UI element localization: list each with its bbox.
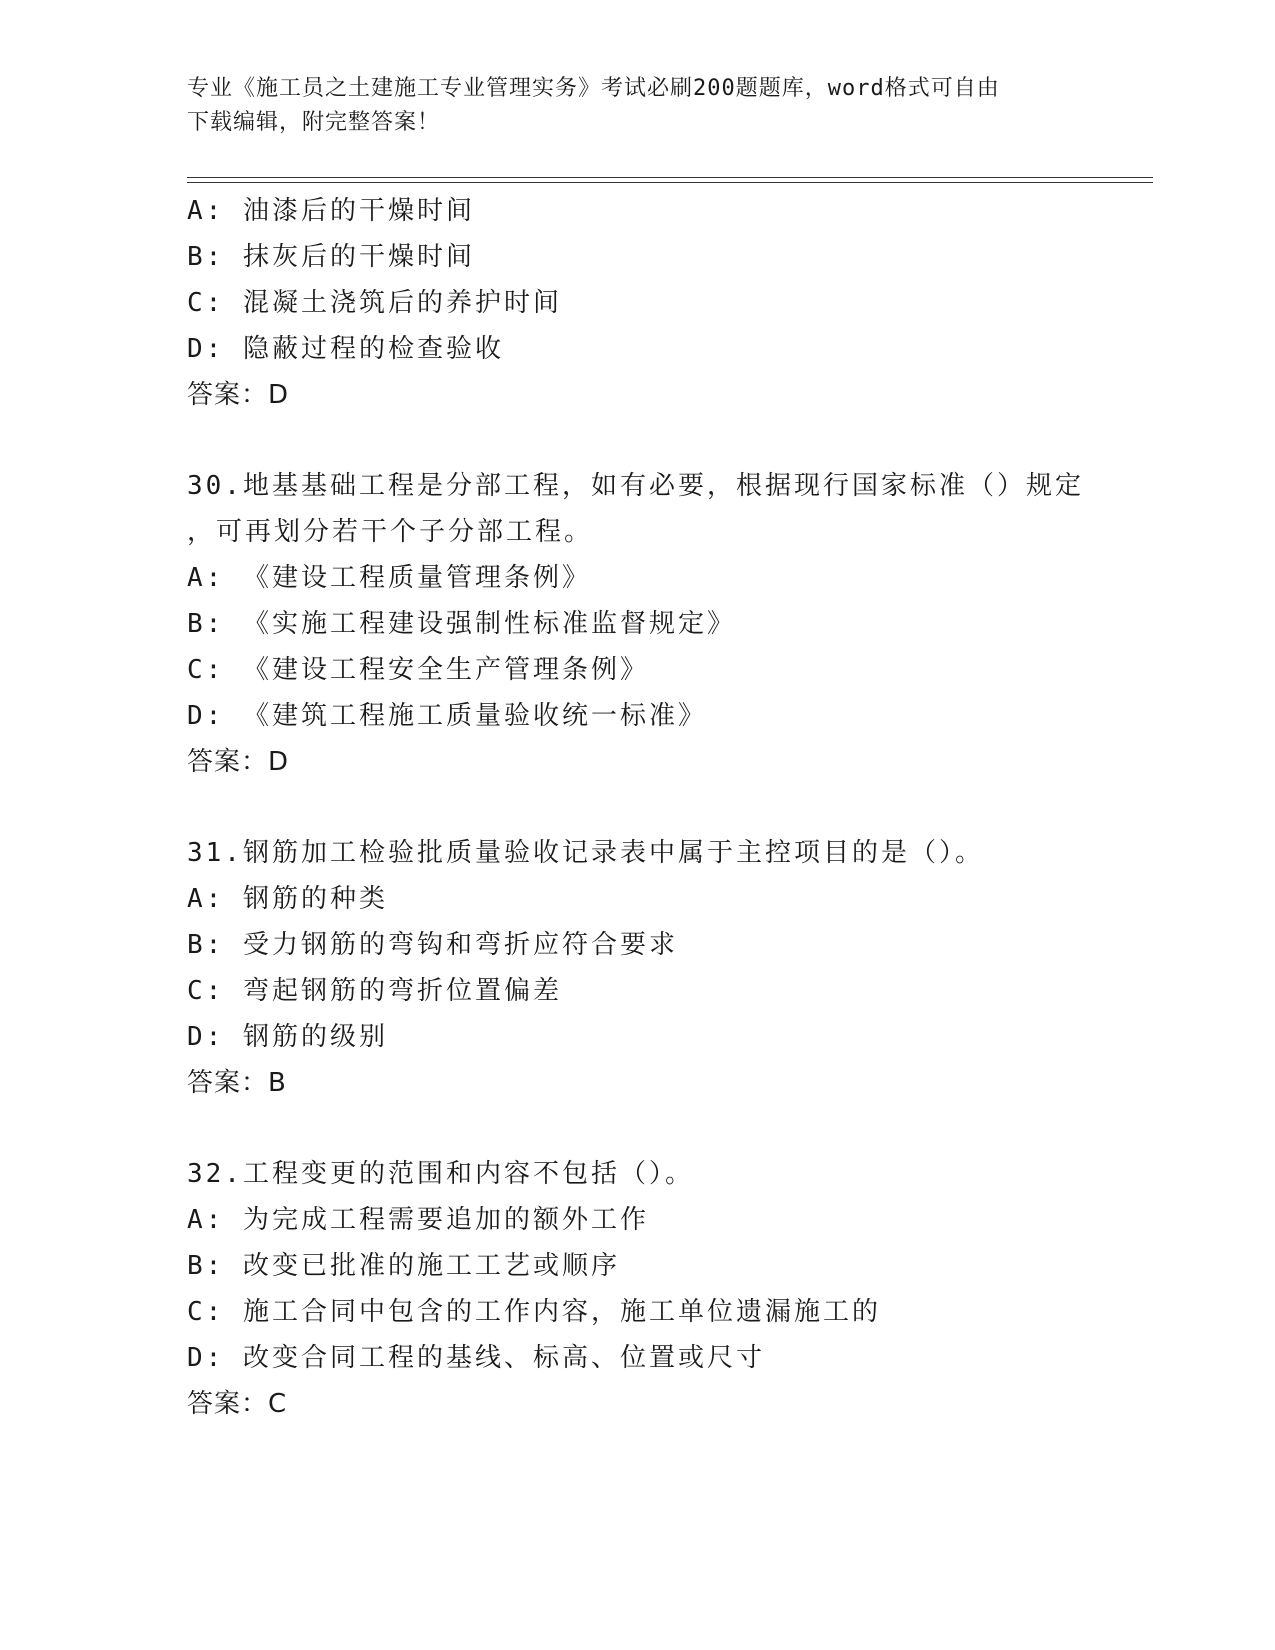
option-b: B: 改变已批准的施工工艺或顺序 — [187, 1251, 620, 1281]
option-a: A: 油漆后的干燥时间 — [187, 196, 475, 226]
option-a: A: 钢筋的种类 — [187, 884, 388, 914]
header-divider-top — [187, 177, 1153, 178]
question-29 — [187, 188, 1147, 418]
question-spacer — [187, 1106, 1147, 1151]
option-d: D: 隐蔽过程的检查验收 — [187, 334, 504, 364]
question-stem: 32.工程变更的范围和内容不包括（）。 — [187, 1159, 694, 1189]
question-list — [187, 188, 1147, 1427]
question-stem-continued: ，可再划分若干个子分部工程。 — [187, 517, 594, 547]
question-stem: 30.地基基础工程是分部工程，如有必要，根据现行国家标准（）规定 — [187, 471, 1084, 501]
option-b: B: 抹灰后的干燥时间 — [187, 242, 475, 272]
question-30 — [187, 463, 1147, 785]
answer-line: 答案：D — [187, 380, 290, 410]
document-header — [187, 72, 1087, 140]
option-a: A: 《建设工程质量管理条例》 — [187, 563, 591, 593]
option-c: C: 施工合同中包含的工作内容，施工单位遗漏施工的 — [187, 1297, 881, 1327]
question-spacer — [187, 418, 1147, 463]
option-d: D: 改变合同工程的基线、标高、位置或尺寸 — [187, 1343, 765, 1373]
option-c: C: 弯起钢筋的弯折位置偏差 — [187, 976, 562, 1006]
option-d: D: 《建筑工程施工质量验收统一标准》 — [187, 701, 707, 731]
option-d: D: 钢筋的级别 — [187, 1022, 388, 1052]
answer-line: 答案：C — [187, 1389, 288, 1419]
question-spacer — [187, 785, 1147, 830]
question-31 — [187, 830, 1147, 1106]
header-line-1: 专业《施工员之土建施工专业管理实务》考试必刷200题题库，word格式可自由 — [187, 76, 1000, 101]
question-stem: 31.钢筋加工检验批质量验收记录表中属于主控项目的是（）。 — [187, 838, 984, 868]
option-b: B: 受力钢筋的弯钩和弯折应符合要求 — [187, 930, 678, 960]
answer-line: 答案：B — [187, 1068, 287, 1098]
header-divider-bottom — [187, 182, 1153, 183]
option-c: C: 《建设工程安全生产管理条例》 — [187, 655, 649, 685]
answer-line: 答案：D — [187, 747, 290, 777]
option-b: B: 《实施工程建设强制性标准监督规定》 — [187, 609, 736, 639]
header-line-2: 下载编辑，附完整答案！ — [187, 110, 441, 135]
option-c: C: 混凝土浇筑后的养护时间 — [187, 288, 562, 318]
option-a: A: 为完成工程需要追加的额外工作 — [187, 1205, 649, 1235]
question-32 — [187, 1151, 1147, 1427]
